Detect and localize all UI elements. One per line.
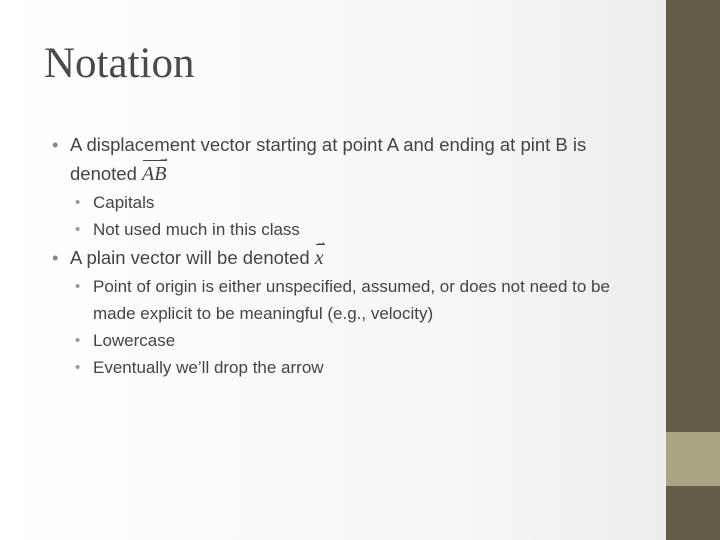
subbullet-drop-arrow: • Eventually we’ll drop the arrow [75,354,642,381]
bullet-text: A plain vector will be denoted [70,247,310,268]
bullet-text: A displacement vector starting at point A and ending at pint B is denoted [70,134,587,184]
subbullet-capitals: • Capitals [75,189,642,216]
arrow-icon: → [158,152,170,164]
subbullet-lowercase: • Lowercase [75,327,642,354]
slide-content [52,130,642,381]
subbullet-point-of-origin: • Point of origin is either unspecified, assumed, or does not need to be made explicit to be meaningful (e.g., velocity) [75,273,642,327]
vector-x-notation: x → [315,244,324,273]
subbullet-not-used: • Not used much in this class [75,216,642,243]
sidebar-accent-block [666,432,720,486]
bullet-plain-vector [52,236,642,273]
vector-ab-notation: AB → [142,160,166,189]
slide-title: Notation [44,40,195,87]
arrow-icon: → [315,236,327,248]
bullet-displacement-vector [52,130,642,189]
